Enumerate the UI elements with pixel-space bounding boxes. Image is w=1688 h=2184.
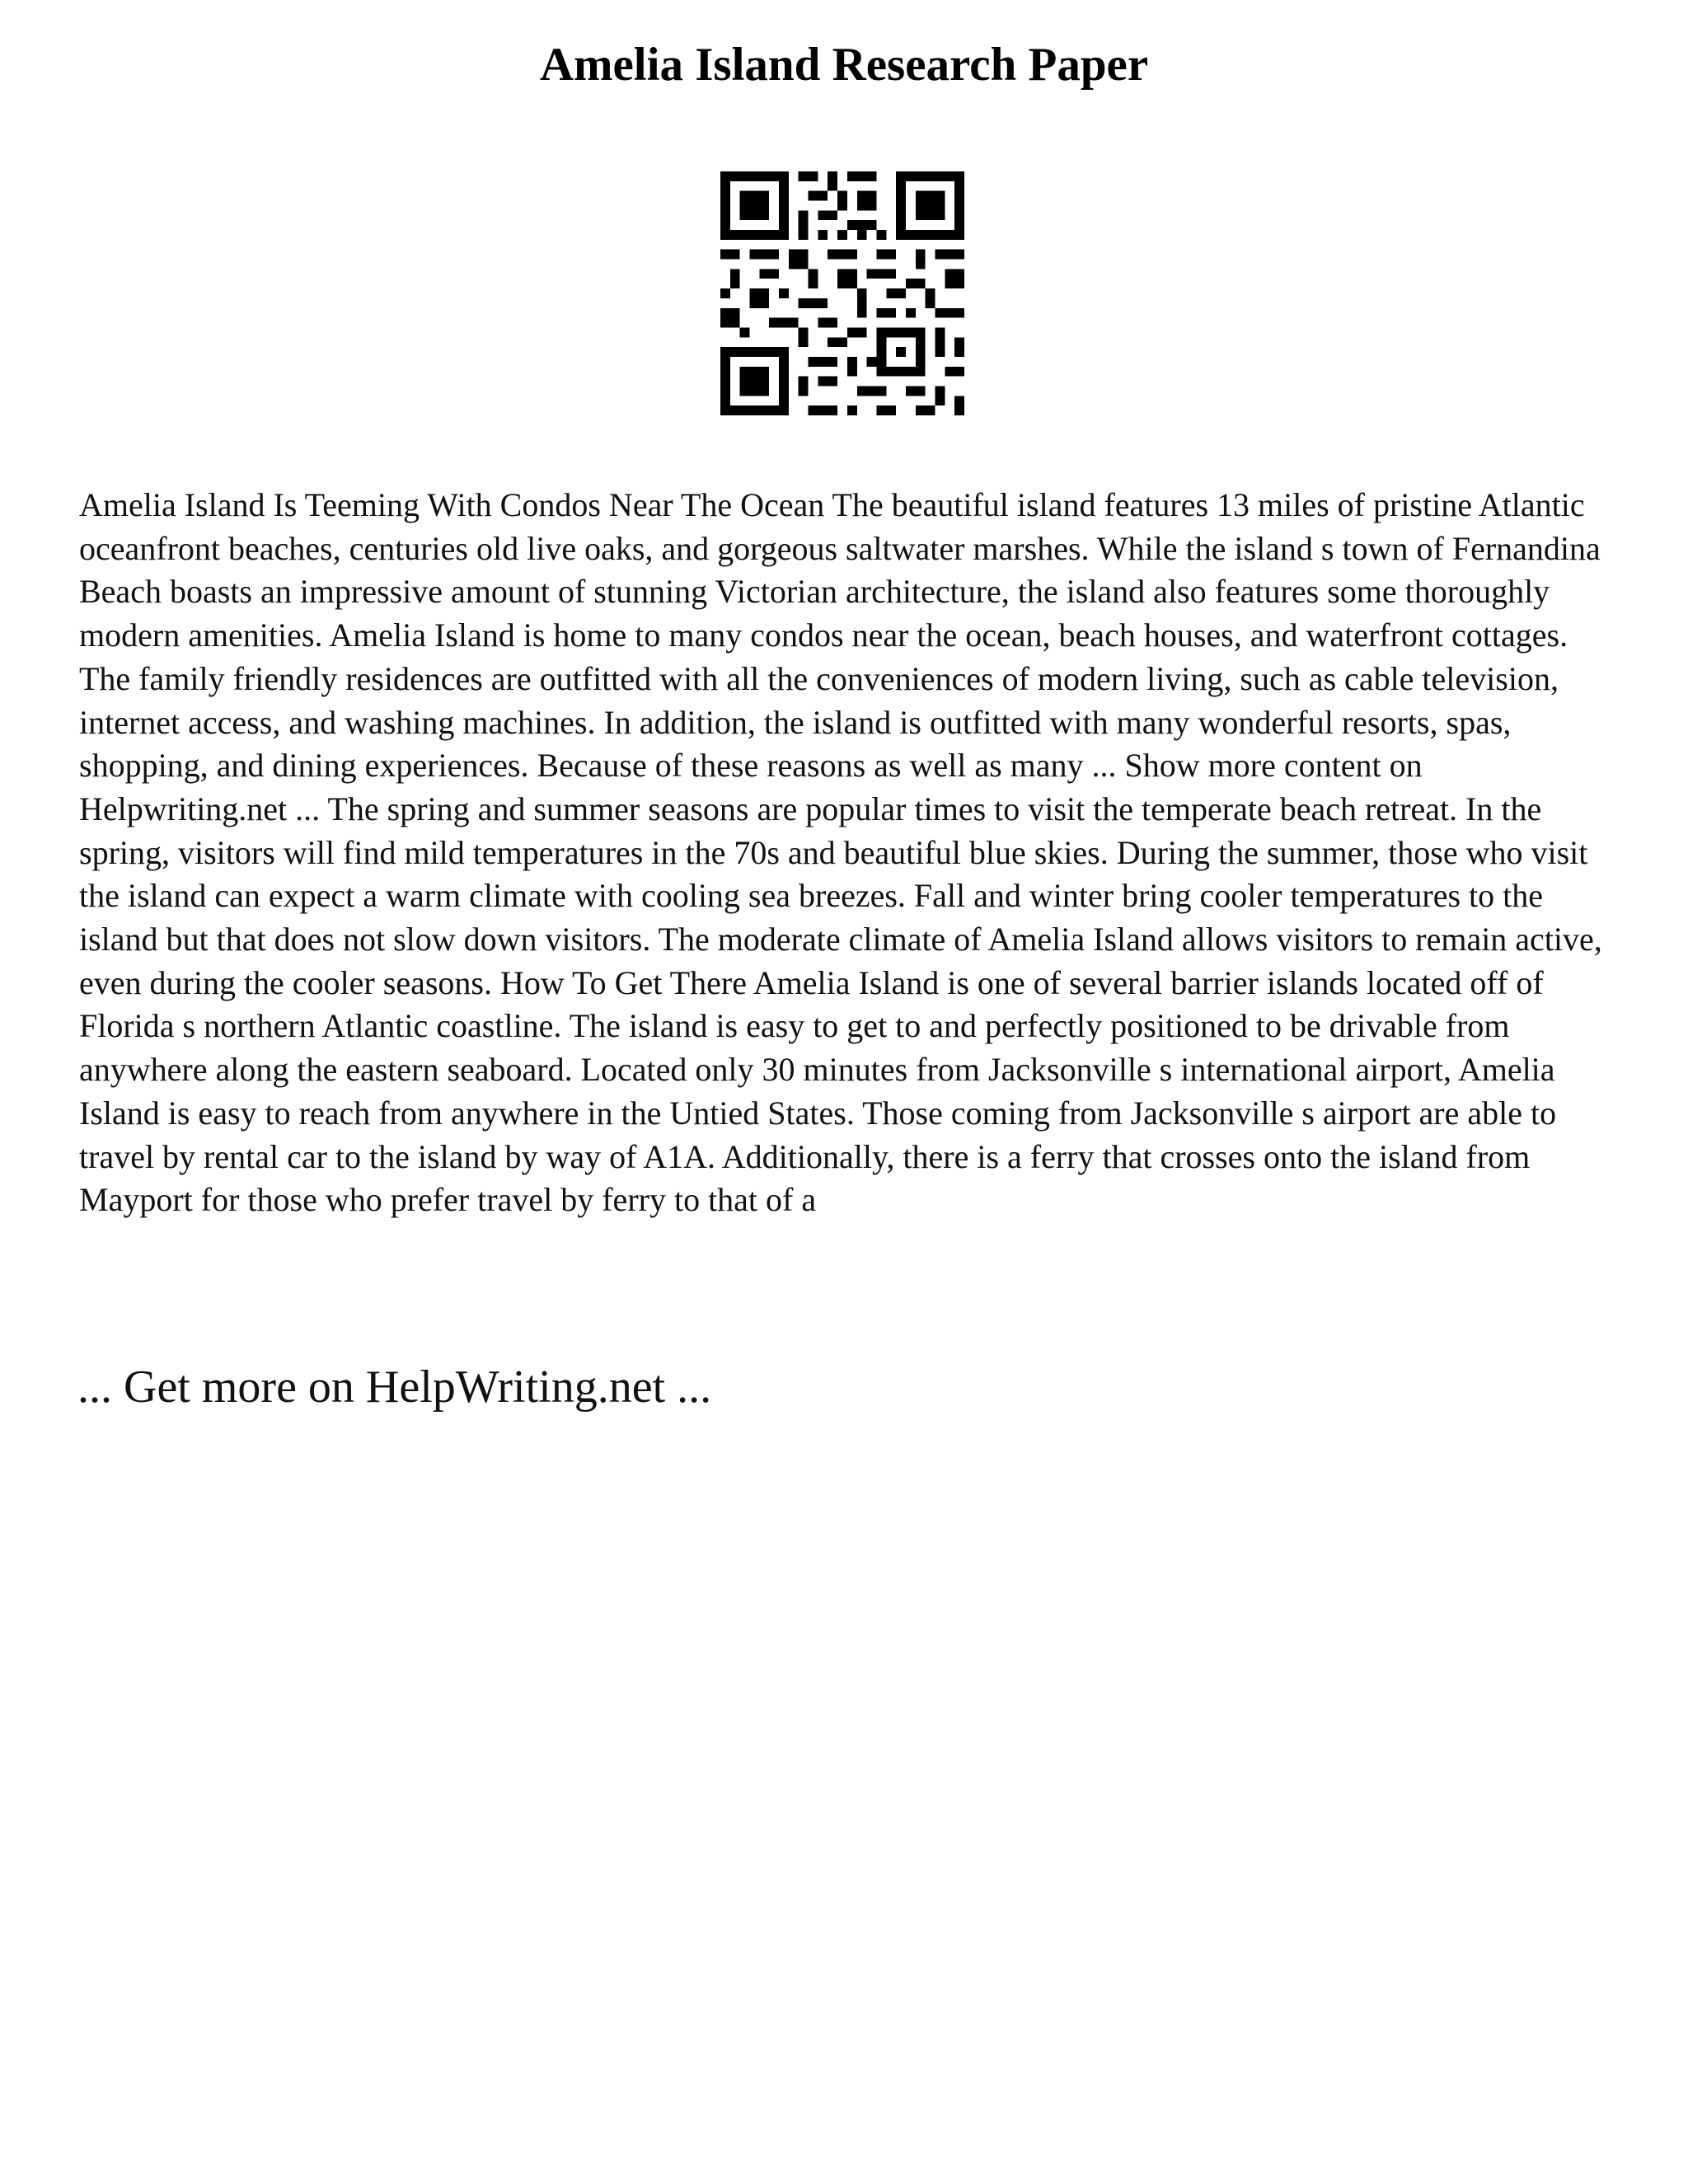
get-more-link[interactable]: ... Get more on HelpWriting.net ... xyxy=(77,1361,712,1413)
article-body: Amelia Island Is Teeming With Condos Near The Ocean The beautiful island features 13 miles of pristine Atlantic oceanfront beaches, centuries old live oaks, and gorgeous saltwater marshes. While the island s town of Fernandina Beach boasts an impressive amount of stunning Victorian architecture, the island also features some thoroughly modern amenities. Amelia Island is home to many condos near the ocean, beach houses, and waterfront cottages. The family friendly residences are outfitted with all the conveniences of modern living, such as cable television, internet access, and washing machines. In addition, the island is outfitted with many wonderful resorts, spas, shopping, and dining experiences. Because of these reasons as well as many ... Show more content on Helpwriting.net ... The spring and summer seasons are popular times to visit the temperate beach retreat. In the spring, visitors will find mild temperatures in the 70s and beautiful blue skies. During the summer, those who visit the island can expect a warm climate with cooling sea breezes. Fall and winter bring cooler temperatures to the island but that does not slow down visitors. The moderate climate of Amelia Island allows visitors to remain active, even during the cooler seasons. How To Get There Amelia Island is one of several barrier islands located off of Florida s northern Atlantic coastline. The island is easy to get to and perfectly positioned to be drivable from anywhere along the eastern seaboard. Located only 30 minutes from Jacksonville s international airport, Amelia Island is easy to reach from anywhere in the Untied States. Those coming from Jacksonville s airport are able to travel by rental car to the island by way of A1A. Additionally, there is a ferry that crosses onto the island from Mayport for those who prefer travel by ferry to that of a xyxy=(79,486,1602,1219)
page-title: Amelia Island Research Paper xyxy=(539,39,1149,91)
qr-code-icon xyxy=(720,171,964,415)
